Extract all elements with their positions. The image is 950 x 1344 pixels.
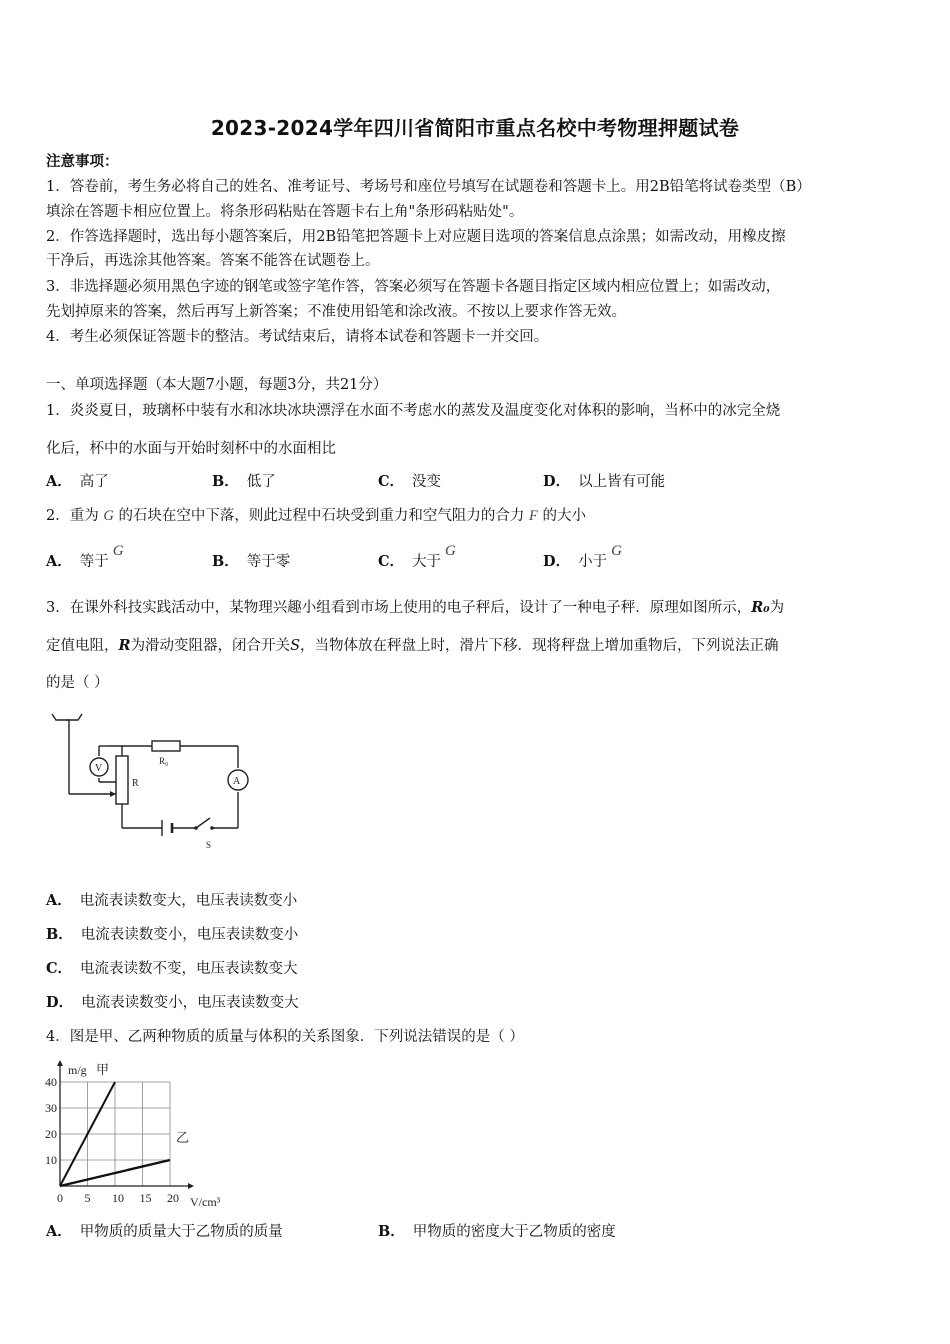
y-axis-arrow bbox=[57, 1060, 63, 1066]
x-axis-label: V/cm³ bbox=[190, 1195, 221, 1209]
symbol-s: S bbox=[290, 638, 300, 654]
option-label: B． bbox=[212, 553, 239, 570]
q3-text: ，当物体放在秤盘上时，滑片下移．现将秤盘上增加重物后，下列说法正确 bbox=[300, 638, 779, 654]
q3-text: 3．在课外科技实践活动中，某物理兴趣小组看到市场上使用的电子秤后，设计了一种电子秤．原理如图所示， bbox=[46, 600, 752, 616]
option-text: 甲物质的密度大于乙物质的密度 bbox=[412, 1224, 616, 1240]
fixed-resistor-label: R₀ bbox=[159, 756, 169, 766]
x-axis-arrow bbox=[188, 1183, 194, 1189]
option-text: 没变 bbox=[412, 474, 442, 490]
mass-volume-chart bbox=[40, 1058, 250, 1210]
option-text: 大于 bbox=[412, 554, 442, 570]
y-tick-label: 20 bbox=[45, 1127, 57, 1141]
option-label: C． bbox=[378, 473, 405, 490]
q3-stem-line3: 的是（ ） bbox=[46, 675, 109, 691]
option-text: 电流表读数变小，电压表读数变小 bbox=[80, 927, 299, 943]
q4-option-a bbox=[46, 1223, 283, 1241]
y-tick-label: 10 bbox=[45, 1153, 57, 1167]
q3-option-d bbox=[46, 994, 299, 1012]
voltmeter-label: V bbox=[95, 763, 103, 774]
switch-lever bbox=[196, 818, 210, 828]
option-label: D． bbox=[543, 553, 571, 570]
q3-text: 为 bbox=[769, 600, 785, 616]
notice-line: 填涂在答题卡相应位置上。将条形码粘贴在答题卡右上角"条形码粘贴处"。 bbox=[46, 204, 524, 220]
switch-contact bbox=[210, 826, 214, 830]
rheostat-label: R bbox=[132, 778, 139, 789]
y-axis-label: m/g bbox=[68, 1063, 87, 1077]
option-label: B． bbox=[212, 473, 239, 490]
q1-option-c bbox=[378, 473, 441, 491]
rheostat bbox=[116, 756, 128, 804]
option-symbol: G bbox=[445, 543, 456, 559]
option-text: 甲物质的质量大于乙物质的质量 bbox=[79, 1224, 283, 1240]
series-label: 甲 bbox=[96, 1062, 110, 1077]
q4-option-b bbox=[378, 1223, 616, 1241]
option-label: A． bbox=[46, 1223, 72, 1240]
x-tick-label: 10 bbox=[112, 1191, 124, 1205]
option-text: 高了 bbox=[79, 474, 109, 490]
symbol-g: G bbox=[103, 508, 114, 524]
y-tick-label: 30 bbox=[45, 1101, 57, 1115]
option-symbol: G bbox=[112, 543, 124, 559]
q2-stem bbox=[46, 507, 586, 525]
q3-stem-line1 bbox=[46, 599, 784, 617]
x-tick-label: 5 bbox=[84, 1191, 91, 1205]
option-label: C． bbox=[46, 960, 73, 977]
section-heading: 一、单项选择题（本大题7小题，每题3分，共21分） bbox=[46, 377, 388, 393]
notice-line: 2．作答选择题时，选出每小题答案后，用2B铅笔把答题卡上对应题目选项的答案信息点涂黑；如需改动，用橡皮擦 bbox=[46, 229, 786, 245]
q2-option-a bbox=[46, 543, 124, 571]
q1-stem-line1: 1．炎炎夏日，玻璃杯中装有水和冰块冰块漂浮在水面不考虑水的蒸发及温度变化对体积的影响，当杯中的冰完全烧 bbox=[46, 403, 781, 419]
scale-pan bbox=[52, 714, 82, 720]
x-tick-label: 15 bbox=[139, 1191, 152, 1205]
option-text: 低了 bbox=[246, 474, 276, 490]
symbol-r0: R₀ bbox=[751, 599, 770, 616]
symbol-f: F bbox=[529, 508, 538, 524]
notice-line: 4．考生必须保证答题卡的整洁。考试结束后，请将本试卷和答题卡一并交回。 bbox=[46, 329, 549, 345]
q3-text: 为滑动变阻器，闭合开关 bbox=[130, 638, 291, 654]
option-text: 以上皆有可能 bbox=[578, 474, 666, 490]
q1-option-a bbox=[46, 473, 109, 491]
q3-option-c bbox=[46, 960, 298, 978]
slider-arrow bbox=[110, 791, 116, 797]
q2-text: 的大小 bbox=[542, 508, 587, 524]
option-label: B． bbox=[378, 1223, 405, 1240]
q3-stem-line2 bbox=[46, 637, 779, 655]
q1-option-d bbox=[543, 473, 665, 491]
q3-option-a bbox=[46, 892, 297, 910]
q2-text: 的石块在空中下落，则此过程中石块受到重力和空气阻力的合力 bbox=[118, 508, 525, 524]
q2-option-c bbox=[378, 543, 456, 571]
notice-line: 1．答卷前，考生务必将自己的姓名、准考证号、考场号和座位号填写在试题卷和答题卡上。用2B铅笔将试卷类型（B） bbox=[46, 179, 811, 195]
option-label: C． bbox=[378, 553, 405, 570]
page-title: 2023-2024学年四川省简阳市重点名校中考物理押题试卷 bbox=[210, 116, 740, 140]
fixed-resistor bbox=[152, 741, 180, 751]
q2-option-d bbox=[543, 543, 622, 571]
option-label: A． bbox=[46, 473, 72, 490]
option-text: 电流表读数变小，电压表读数变大 bbox=[81, 995, 299, 1011]
q3-option-b bbox=[46, 926, 298, 944]
q2-option-b bbox=[212, 553, 290, 571]
option-text: 等于零 bbox=[246, 554, 291, 570]
circuit-diagram bbox=[44, 708, 264, 858]
notice-line: 先划掉原来的答案，然后再写上新答案；不准使用铅笔和涂改液。不按以上要求作答无效。 bbox=[46, 304, 626, 320]
option-label: D． bbox=[543, 473, 571, 490]
symbol-r: R bbox=[118, 637, 131, 654]
option-label: A． bbox=[46, 892, 72, 909]
option-label: D． bbox=[46, 994, 74, 1011]
x-tick-label: 0 bbox=[57, 1191, 63, 1205]
switch-label: S bbox=[206, 840, 212, 850]
option-text: 等于 bbox=[79, 554, 109, 570]
series-label: 乙 bbox=[176, 1130, 190, 1145]
notice-line: 3．非选择题必须用黑色字迹的钢笔或签字笔作答，答案必须写在答题卡各题目指定区域内相应位置上；如需改动， bbox=[46, 279, 781, 295]
q3-text: 定值电阻， bbox=[46, 638, 119, 654]
y-tick-label: 40 bbox=[45, 1075, 57, 1089]
q4-stem: 4．图是甲、乙两种物质的质量与体积的关系图象．下列说法错误的是（ ） bbox=[46, 1029, 524, 1045]
option-text: 电流表读数变大，电压表读数变小 bbox=[79, 893, 298, 909]
option-symbol: G bbox=[611, 543, 622, 559]
notice-heading: 注意事项： bbox=[46, 153, 119, 170]
q2-text: 2．重为 bbox=[46, 508, 99, 524]
notice-line: 干净后，再选涂其他答案。答案不能答在试题卷上。 bbox=[46, 253, 380, 269]
option-text: 小于 bbox=[578, 554, 608, 570]
ammeter-label: A bbox=[233, 776, 241, 787]
x-tick-label: 20 bbox=[167, 1191, 179, 1205]
option-label: B． bbox=[46, 926, 73, 943]
q1-stem-line2: 化后，杯中的水面与开始时刻杯中的水面相比 bbox=[46, 441, 336, 457]
q1-option-b bbox=[212, 473, 276, 491]
option-label: A． bbox=[46, 553, 72, 570]
option-text: 电流表读数不变，电压表读数变大 bbox=[80, 961, 298, 977]
